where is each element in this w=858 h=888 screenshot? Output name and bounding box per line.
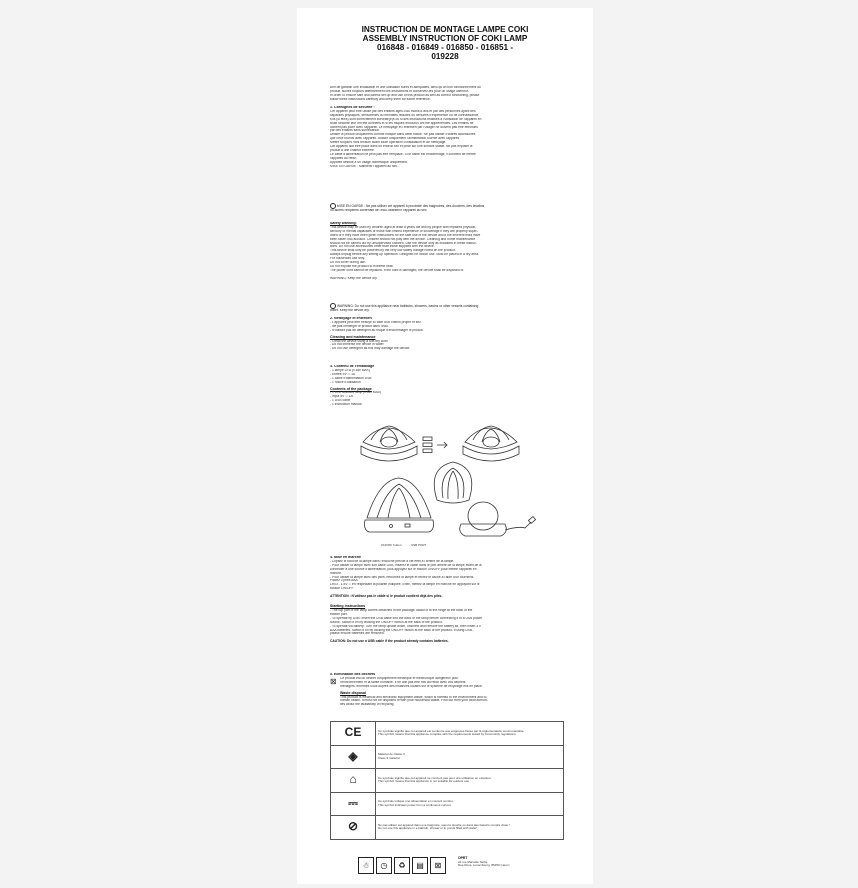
text-line: produit à une chaleur extrême. [330,148,375,152]
section-4-en-text [330,609,564,636]
instruction-sheet [297,8,593,884]
symbol-row [331,769,564,793]
text-line: should not be carried out by unsupervised children. Use the device only as indicated in these instruc- [330,241,477,245]
text-line: l'environnement et la santé humaine. Il ne doit pas être mis au rebut avec vos déchets [340,680,466,684]
shell-top-part [434,462,472,503]
text-line: The power cord cannot be replaced. If the cord is damaged, the device shall be disposed of. [330,268,465,272]
lamp-open-right [463,426,519,461]
symbol-description-en: This symbol means that this appliance is not suitable for outdoor use. [378,779,470,784]
text-line: capacités physiques, sensorielles ou mentales réduites ou dénuées d'expérience ou de connaissance, [330,113,480,117]
section-4-title: 4. Mise en marche [330,556,361,559]
section-3-fr-text [330,369,564,385]
text-line: Placez 3 piles AAA [330,579,358,583]
section-1-fr-warning: MISE EN GARDE : Ne pas utiliser cet appareil à proximité des baignoires, des douches, des lavabos ou autres récipients contenant de l'eau. Maintenir l'appareil au sec. [330,203,485,212]
symbol-description-en: Do not use this appliance in a bathtub, shower or in ponds filled with water! [378,826,478,831]
symbol-description [376,745,564,769]
title-line-fr: INSTRUCTION DE MONTAGE LAMPE COKI [361,25,529,34]
symbol-row [331,722,564,746]
text-line: s'ils (si elles) sont correctement surveillé(e)s ou si des instructions relatives à l'utilisation de l'appareil en [330,117,482,121]
section-1-en-text [330,226,564,281]
text-line: que ceux fournis avec l'appareil. Utiliser uniquement l'alimentation fournie avec l'appareil. [330,137,460,141]
symbol-row [331,792,564,816]
text-line: - 1 câble d'alimentation USB [330,376,372,380]
usb-port-label: USB PORT [411,543,427,547]
child-warning-icon: ☃ [358,857,374,874]
text-line: Afin de garantir une installation et une utilisation sûres et adéquates, ainsi qu'un bon fonctionnement du [330,86,481,89]
direct-current-icon: ⎓ [331,792,376,816]
footer-icons [358,857,446,874]
section-5-en-title: Waste disposal [340,690,367,695]
symbol-description [376,722,564,746]
symbol-description-en: Class 3 material [378,755,400,760]
text-line: - Input 5V ⎓ 1A [330,395,353,399]
text-line: produit, suivez toujours attentivement ces instructions et conservez-les pour un usage ultérieur. [330,89,469,93]
text-line: marche. [330,571,342,575]
text-line: - To operate by USB: Insert the USB cable into the back of the lamp before connecting it to a USB power [330,616,483,620]
lamp-assembled [365,478,434,532]
section-2-en-title: Cleaning and maintenance [330,334,376,339]
onoff-label: ON/OFF button [381,543,402,547]
section-4-en-title: Starting instructions [330,604,366,609]
text-line: - Ne pas immerger le produit dans l'eau. [330,324,389,328]
section-1-fr-text [330,110,564,169]
symbol-description-en: This symbol indicates power from a continuous current. [378,802,452,807]
text-line: - To operate via battery: Turn the lamp upside down, unscrew and remove the battery lid, then insert 3 x [330,624,481,628]
text-line: Cet appareil peut être utilisé par des enfants âgés d'au moins 8 ans et par des personnes ayant des [330,109,476,113]
text-line: This device shall only be powered by the very low safety voltage noted on the product. [330,249,456,253]
section-2-fr-text [330,321,564,333]
text-line: Appareil destiné à un usage domestique uniquement. [330,160,408,164]
text-line: - 1 USB cable [330,399,351,403]
text-line: Mettre toujours hors tension avant toute opération d'installation et de nettoyage. [330,141,447,145]
text-line: - 1 LED assisted lamp (0.6W MAX) [330,391,382,395]
symbol-description-fr: Ce symbole signifie que cet appareil ne convient pas pour une utilisation en extérieur. [378,775,492,780]
batteries-icon [423,437,447,453]
section-2 [330,317,564,351]
intro-text [330,86,564,102]
text-line: ménagers. Informez-vous auprès des instances locales sur le système de recyclage mis en place. [340,684,483,688]
section-2-title: 2. Nettoyage et entretien [330,317,372,320]
text-line: - Do not immerse the device in water [330,343,384,347]
text-line: Always unplug before any setting up operation. Designed for indoor use. Must be placed in a dry area. [330,253,479,257]
text-line: - 1 lampe LED (0.6W MAX) [330,368,370,372]
text-line: bottom part. [330,612,348,616]
title-line-en: ASSEMBLY INSTRUCTION OF COKI LAMP [362,34,528,43]
section-4-attention: ATTENTION : N'utilisez pas le câble si le produit contient déjà des piles. [330,594,443,599]
text-line: WARNING: Keep the device dry. [330,276,378,280]
section-3-en-text [330,391,564,407]
section-5-title: 5. Élimination des déchets [330,673,376,676]
symbol-description-fr: Ce symbole indique une alimentation en courant continu. [378,799,454,804]
text-line: please ensure batteries are removed. [330,632,385,636]
text-line: - Do not use detergent as this may damage the device. [330,347,411,351]
section-3-en-title: Contents of the package [330,386,372,391]
weee-bin-icon: ⊠ [430,857,446,874]
section-5 [330,673,564,707]
symbol-description-fr: Matériel de classe 3 [378,752,405,757]
assembly-illustration [357,418,547,556]
section-1-en [330,222,564,281]
text-line: source. Switch it on by clicking the ON/OFF button at the back of the product. [330,620,443,624]
text-line: Ce produit est un déchet d'équipement électrique et électronique dangereux pour [340,676,459,680]
section-1-en-title: Safety warning: [330,222,357,225]
manufacturer-address: OPRT 24 rue Marcelle Tache Rue Roos, Luxembourg, 85450 Canon [458,856,510,867]
section-1-en-warning: WARNING: Do not use this appliance near bathtubs, showers, basins or other vessels containing water. Keep the device dry. [330,303,479,312]
manual-icon: ▤ [412,857,428,874]
document-title [297,25,593,61]
text-line: doivent pas jouer avec l'appareil. Le nettoyage et l'entretien par l'usager ne doivent pas être effectués [330,125,478,129]
text-line: connecter à une source d'alimentation, puis appuyez sur le bouton ON/OFF pour mettre l'appareil en [330,567,477,571]
text-line: Le câble d'alimentation ne peut pas être remplacé. Si le câble est endommagé, il convient de mettre [330,152,476,156]
text-line: AAA batteries. Switch it on by clicking the ON/OFF button at the back of the product. If using USB, [330,628,473,632]
text-line: MISE EN GARDE : Maintenir l'appareil au sec. [330,164,399,168]
text-line: par des enfants sans surveillance. [330,129,380,133]
text-line: This device may be used by children aged at least 8 years old and by people with impaired physical, [330,225,476,229]
symbol-description [376,792,564,816]
text-line: human health. It must not be disposed of with your household waste. Find out from your local authori- [340,699,488,703]
section-4 [330,556,564,644]
text-line: This product is electrical and electronic equipment waste, which is harmful to the environment and to [340,695,487,699]
text-line: For household use only. [330,257,365,261]
text-line: sensory or mental capacities or those with limited experience or knowledge if they are properly super- [330,229,478,233]
text-line: - L'appareil peut être nettoyé à l'aide d'un chiffon propre et sec. [330,320,422,324]
text-line: - The top part of the lamp comes detached in the package. Attach it to the hinge at the back of the [330,608,473,612]
text-line: - 1 instruction manual [330,403,362,407]
text-line: bouton ON/OFF. [330,587,355,591]
text-line: Do not expose the product to extreme heat. [330,264,394,268]
symbol-description [376,769,564,793]
text-line: - N'utilisez pas de détergent au risque d'endommager le produit. [330,328,424,332]
timer-icon: ◷ [376,857,392,874]
indoor-use-icon: ⌂ [331,769,376,793]
text-line: - Entrée 5V ⎓ 1A [330,372,356,376]
no-water-icon: ⊘ [331,816,376,840]
text-line: Cet appareil doit être placé dans un endroit sec et posé sur une surface stable. Ne pas exposer le [330,145,473,149]
text-line: l'appareil au rebut. [330,156,358,160]
symbol-description [376,816,564,840]
text-line: toute sécurité leur ont été données et si les risques encourus ont été appréhendés. Les enfants ne [330,121,474,125]
text-line: - Clipsez le haut de la lampe dans l'encoche prévue à cet effet à l'arrière de la lampe. [330,559,455,563]
title-line-refs-2: 019228 [431,52,459,61]
section-2-en-text [330,340,564,352]
text-line: Utiliser le produit uniquement comme indiqué dans cette notice. Ne pas utiliser d'autres accessoires [330,133,476,137]
symbol-description-fr: Ce symbole signifie que cet appareil est conforme aux exigences fixées par la réglementation communautaire. [378,728,525,733]
weee-bin-icon: ⊠ [330,676,337,686]
text-line: - Clean the device using a soft dry cloth [330,339,388,343]
section-4-caution: CAUTION: Do not use a USB cable if the product already contains batteries. [330,639,449,644]
title-line-refs: 016848 - 016849 - 016850 - 016851 - [376,43,514,52]
text-line: LR03 - 1.5V ⎓ en respectant la polarité indiquée. Enfin, mettez la lampe en marche en appuyant sur le [330,583,480,587]
section-5-en-text [330,696,564,708]
text-line: - Pour utiliser la lampe avec son câble USB, insérez le câble dans le port arrière de la lampe avant de le [330,563,482,567]
text-line: been taken into account. Children should not play with the device. Cleaning and home maintenance [330,237,476,241]
text-line: follow these instructions carefully and keep them for future reference. [330,97,431,101]
section-4-fr-text [330,560,564,591]
symbol-row [331,816,564,840]
section-5-fr-text [340,677,483,689]
symbol-row [331,745,564,769]
class-3-icon: ◈ [331,745,376,769]
symbol-description-en: This symbol means that this appliance complies with the requirements stated by Community regulations. [378,732,517,737]
symbol-description-fr: Ne pas utiliser cet appareil dans une baignoire, sous la douche ou dans des bassins remplis d'eau ! [378,822,510,827]
text-line: ties about the availability of recycling. [340,703,395,707]
text-line: Do not cover during use. [330,261,366,265]
text-line: tions. Do not use accessories other than those supplied with the device. [330,245,435,249]
section-3 [330,365,564,407]
text-line: In order to ensure safe and careful set up and use of this product as well as correct functioning, please [330,93,480,97]
section-1-title: 1. Consignes de sécurité : [330,106,375,109]
section-1 [330,106,564,169]
ce-mark-icon: CE [331,722,376,746]
text-line: - Pour utiliser la lampe avec des piles, retournez la lampe et retirez le cache à l'aide d'un tournevis. [330,575,475,579]
text-line: vised or if they have been given instructions for the safe use of the device and if the inherent risks have [330,233,481,237]
lamp-with-cable [460,502,536,536]
text-line: - 1 notice d'utilisation [330,380,361,384]
lamp-open-left [361,426,417,461]
recycle-icon: ♻ [394,857,410,874]
section-3-title: 3. Contenu de l'emballage [330,365,375,368]
symbols-table [330,721,564,840]
